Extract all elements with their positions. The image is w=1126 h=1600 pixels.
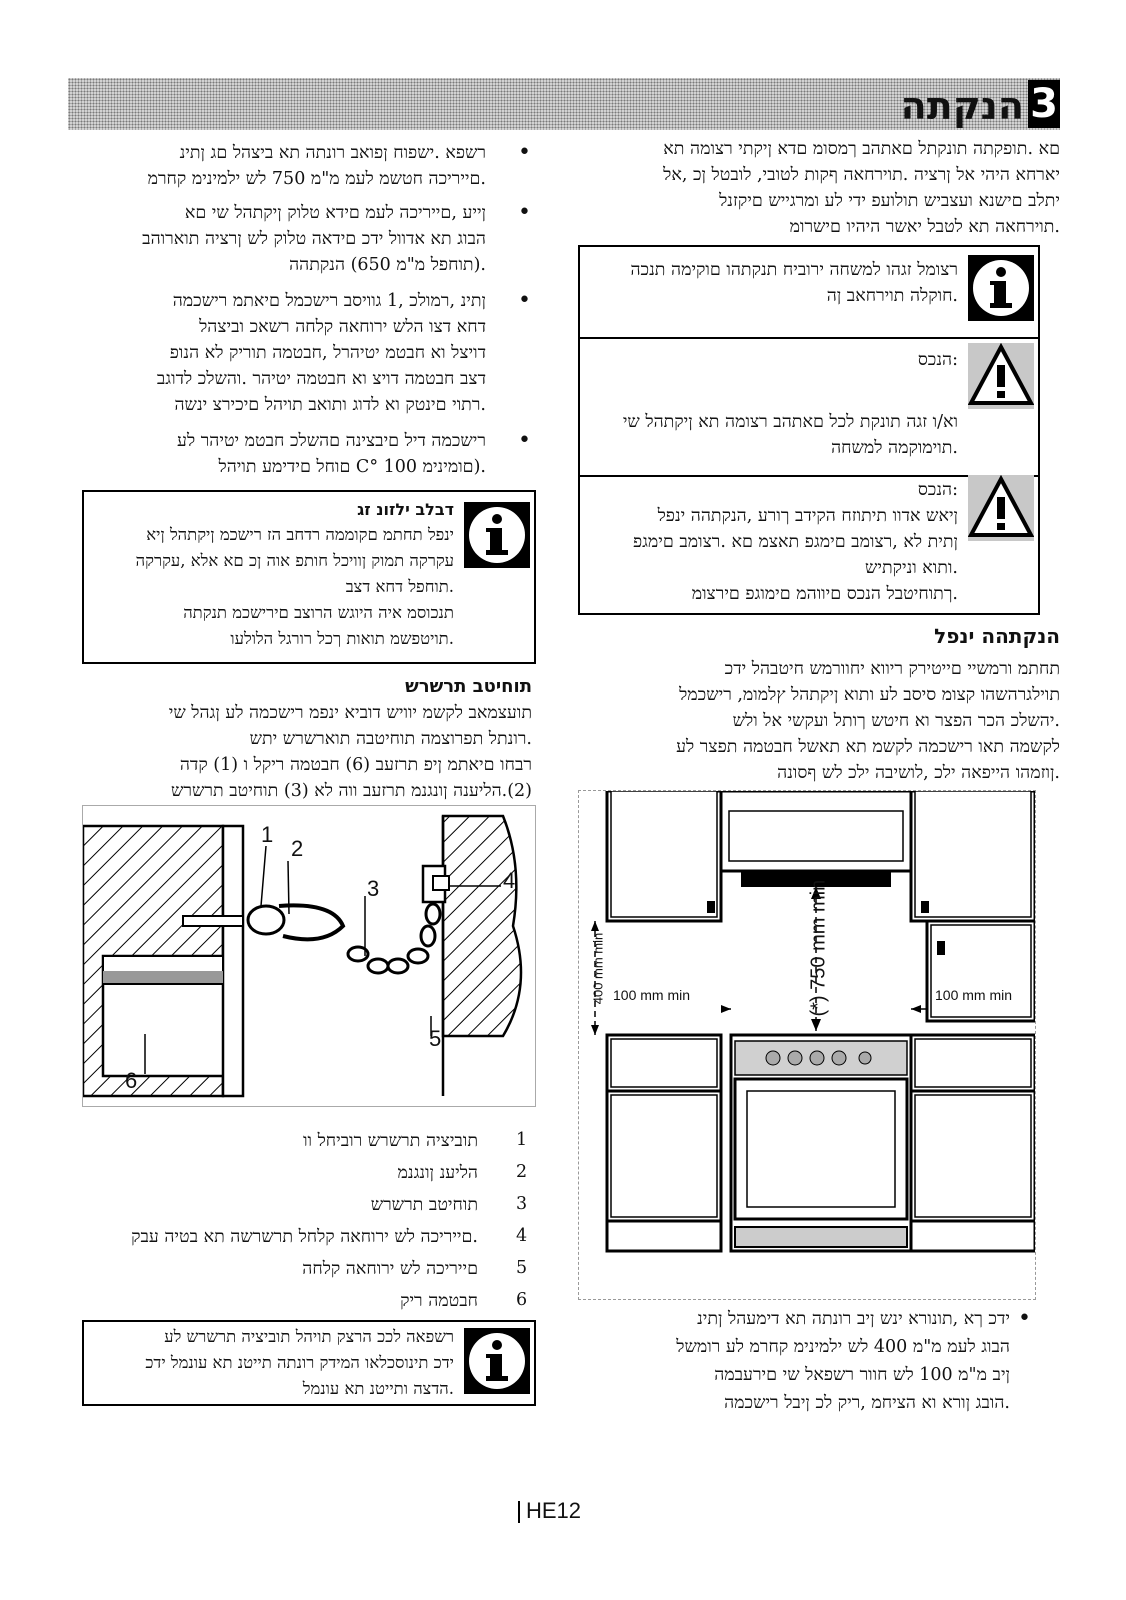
text-line: ההתקנה (650 מ"מ לפחות). bbox=[289, 255, 486, 275]
intro-line: מורשים ויהיה רשאי לבטל את האחריות. bbox=[789, 217, 1060, 237]
callout-4: 4 bbox=[503, 868, 516, 893]
box-line: למנוע את נטייתו הצדה. bbox=[302, 1379, 454, 1398]
legend-text: קיר המטבח bbox=[400, 1291, 478, 1311]
text-line: ניתן גם להציב את התנור באופן חופשי. אפשר bbox=[179, 143, 486, 163]
clearance-diagram bbox=[578, 790, 1036, 1300]
intro-line: לא, כן לטבול ,יבוטל תוקף האחריות. היצרן לא יהיה אחראי bbox=[663, 165, 1060, 185]
text-line: אם יש להתקין קולט אדים מעל הכיריים, עיין bbox=[184, 203, 486, 223]
text-line: פונה אל קירות המטבח, לרהיטי מטבח או לציוד bbox=[169, 343, 486, 363]
info-icon bbox=[464, 1328, 530, 1394]
box-line: פגמים במוצר. אם מצאת פגמים במוצר, אל תיתן bbox=[632, 532, 958, 552]
safety-chain-diagram bbox=[82, 805, 536, 1107]
box-line: ועלולה לגרור לכך תואות משפטיות. bbox=[230, 629, 454, 648]
text-line: המכשיר מתאים למכשיר בסיווג 1, כלומר, ניתן bbox=[172, 291, 486, 311]
legend-text: שרשרת בטיחות bbox=[370, 1195, 478, 1215]
bullet-dot: • bbox=[518, 428, 531, 453]
legend-number: 6 bbox=[516, 1290, 528, 1310]
clearance-100-left-label: 100 mm min bbox=[613, 987, 691, 1003]
legend-number: 2 bbox=[516, 1162, 528, 1182]
box-line: על שרשרת היציבות להיות קצרה ככל האפשר bbox=[164, 1327, 454, 1346]
box-line: יש להתקין את המוצר בהתאם לכל תקנות הגז ו/או bbox=[622, 412, 958, 432]
warning-icon bbox=[968, 475, 1034, 541]
text-line: ניתן להעמיד את התנור בין שני ארונות, אך כדי bbox=[697, 1309, 1010, 1329]
text-line: כדי להבטיח שמרווחי אוויר קריטיים יישמרו מתחת bbox=[724, 659, 1060, 679]
clearance-400-label: 400 mm min bbox=[590, 932, 606, 1005]
page-number-divider bbox=[518, 1501, 520, 1523]
box-line: הכנת המיקום והתקנת חיבורי החשמל והגז למוצר bbox=[630, 260, 958, 280]
danger-label: סכנה: bbox=[917, 350, 958, 370]
legend-number: 4 bbox=[516, 1226, 528, 1246]
callout-2: 2 bbox=[291, 836, 304, 861]
callout-1: 1 bbox=[261, 822, 274, 847]
box-line: כדי למנוע את נטיית התנור קדימה ואלכסונית כדי bbox=[145, 1353, 454, 1372]
legend-number: 3 bbox=[516, 1194, 528, 1214]
clearance-100-right-label: 100 mm min bbox=[935, 987, 1013, 1003]
text-line: שתי שרשראות הבטיחות המצורפת לתנור. bbox=[249, 729, 532, 749]
bullet-dot: • bbox=[518, 288, 531, 313]
callout-5: 5 bbox=[429, 1026, 442, 1051]
box-line: מוצרים פגומים מהווים סכנה לבטיחותך. bbox=[691, 584, 958, 604]
text-line: יש להגן על המכשיר מפני איבוד שיווי משקל באמצעות bbox=[168, 703, 532, 723]
text-line: לשמור על מרחק מינימלי של 400 מ"מ מעל גובה bbox=[676, 1337, 1010, 1357]
box-line: התקנת מכשירים בצורה שגויה היא מסוכנת bbox=[183, 603, 454, 622]
text-line: הנוסף של כלי הבישול, כלי האפייה והמזון. bbox=[777, 763, 1060, 783]
intro-line: לנזקים שייגרמו על ידי פעולות שיבצעו אנשים בלתי bbox=[719, 191, 1060, 211]
bullet-dot: • bbox=[518, 140, 531, 165]
text-line: הדק (1) ו לקיר המטבח (6) בעזרת פין מתאים וחבר bbox=[179, 755, 532, 775]
box-line: הן באחריות הלקוח. bbox=[826, 286, 958, 306]
text-line: המבערים יש לאפשר רווח של 100 מ"מ בין bbox=[714, 1365, 1010, 1385]
callout-6: 6 bbox=[125, 1068, 138, 1093]
text-line: בגודל כלשהו. רהיטי המטבח או ציוד המטבח בצד bbox=[156, 369, 486, 389]
legend-text: קבע היטב את השרשרת לחלק האחורי של הכיריים. bbox=[131, 1227, 478, 1247]
intro-line: את המוצר יתקין אדם מוסמך בהתאם לתקנות התקפות. אם bbox=[663, 139, 1060, 159]
info-box-preparation bbox=[578, 245, 1040, 339]
bullet-dot: • bbox=[1018, 1306, 1031, 1331]
info-box-chain-length bbox=[82, 1320, 536, 1406]
box-line: החשמל המקומיות. bbox=[831, 438, 958, 458]
page-number bbox=[518, 1498, 581, 1524]
before-installation-heading: לפני ההתקנה bbox=[934, 624, 1060, 648]
danger-label: סכנה: bbox=[917, 480, 958, 500]
text-line: שלו לא ישקעו לתוך שטיח או רצפה רכה כלשהי. bbox=[732, 711, 1060, 731]
bullet-dot: • bbox=[518, 200, 531, 225]
box-line: אין להתקין מכשיר זה בחדר הממוקם מתחת לפני bbox=[146, 525, 454, 544]
text-line: בהוראות היצרן של קולט האדים כדי לוודא את גובה bbox=[142, 229, 486, 249]
section-number: 3 bbox=[1028, 80, 1060, 128]
info-box-lpg bbox=[82, 490, 536, 664]
box-line: שיתקינו אותו. bbox=[864, 558, 958, 578]
box-line: הקרקע, אלא אם כן הוא פתוח לכיוון קומת הקרקע bbox=[135, 551, 454, 570]
page-number-text: HE12 bbox=[526, 1498, 582, 1523]
text-line: על רצפת המטבח לשאת את משקל המכשיר ואת המשקל bbox=[676, 737, 1060, 757]
callout-3: 3 bbox=[367, 876, 380, 901]
section-title: התקנה bbox=[900, 84, 1024, 128]
legend-text: וו לחיבור שרשרת היציבות bbox=[303, 1131, 478, 1151]
text-line: השני צריכים להיות באותו גודל או קטנים יותר. bbox=[174, 395, 486, 415]
text-line: מרחק מינימלי של 750 מ"מ מעל משטח הכיריים. bbox=[147, 169, 486, 189]
text-line: להציבו כאשר החלק האחורי שלה וצד אחד bbox=[199, 317, 486, 337]
text-line: המכשיר לבין כל קיר, מחיצה או ארון גבוה. bbox=[724, 1393, 1010, 1413]
safety-chain-heading: שרשרת בטיחות bbox=[405, 676, 532, 697]
warning-box-inspection bbox=[578, 473, 1040, 615]
info-icon bbox=[464, 502, 530, 568]
legend-number: 1 bbox=[516, 1130, 528, 1150]
lpg-heading: גז נוזלי בלבד bbox=[357, 500, 454, 519]
safety-chain-illustration bbox=[83, 806, 535, 1106]
text-line: למכשיר ,מומלץ להתקין אותו על בסיס מוצק והשהרגליות bbox=[679, 685, 1060, 705]
box-line: לפני ההתקנה, ערוך בדיקה חזותית וודא שאין bbox=[657, 506, 958, 526]
text-line: להיות עמידים לחום C° 100 מינימום). bbox=[218, 457, 486, 477]
legend-text: מנגנון נעילה bbox=[397, 1163, 478, 1183]
kitchen-clearance-illustration bbox=[579, 791, 1035, 1299]
warning-box-regulations bbox=[578, 333, 1040, 477]
legend-number: 5 bbox=[516, 1258, 528, 1278]
clearance-750-label: (*) 750 mm min bbox=[807, 879, 830, 1017]
legend-text: החלק האחורי של הכיריים bbox=[302, 1259, 478, 1279]
warning-icon bbox=[968, 343, 1034, 409]
info-icon bbox=[968, 255, 1034, 321]
box-line: בצד אחד לפחות. bbox=[345, 577, 454, 596]
text-line: שרשרת בטיחות (3) אל הוו בעזרת מנגנון הנעילה.(2) bbox=[171, 781, 532, 801]
text-line: על רהיטי מטבח כלשהם הניצבים ליד המכשיר bbox=[177, 431, 486, 451]
